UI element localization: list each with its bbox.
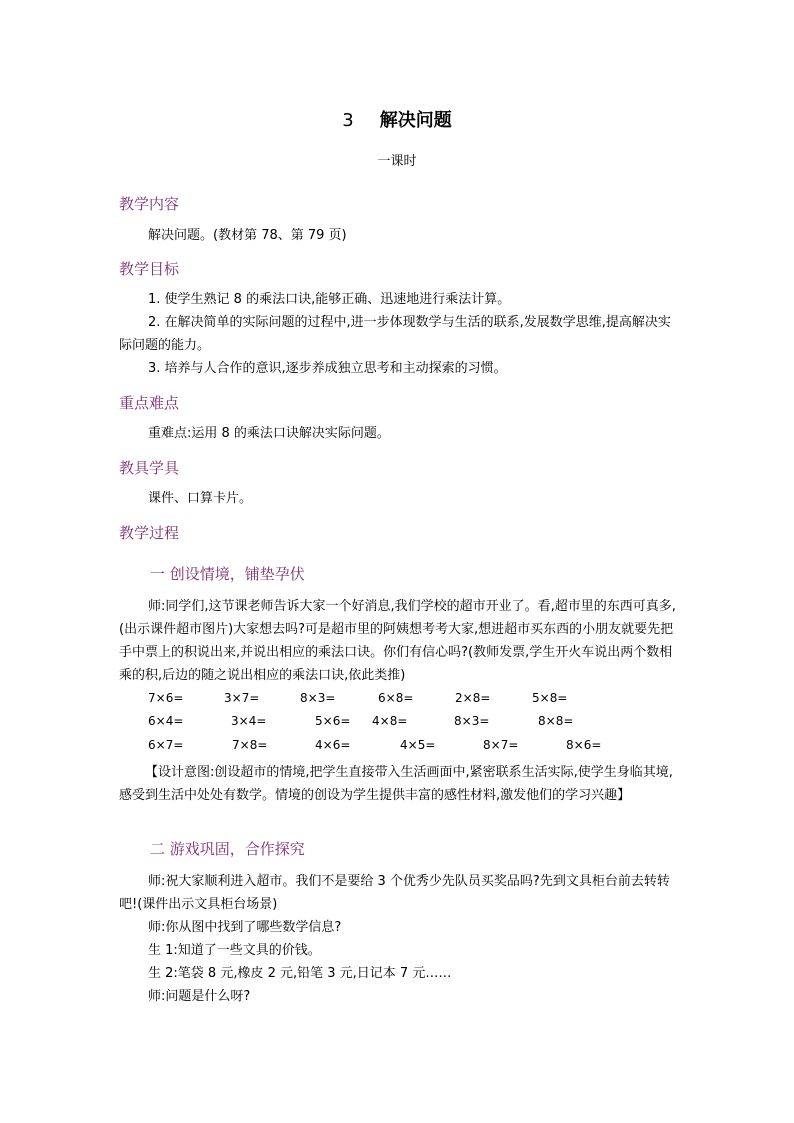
step-2-heading: 二 游戏巩固，合作探究 [150, 840, 305, 858]
exercise-item: 5×6= [315, 714, 351, 728]
exercise-item: 8×3= [300, 691, 336, 705]
exercise-item: 8×3= [454, 714, 490, 728]
step-1-text: 师:同学们,这节课老师告诉大家一个好消息,我们学校的超市开业了。看,超市里的东西可真多,(出示课件超市图片)大家想去吗?可是超市里的阿姨想考考大家,想进超市买东西的小朋友就要先把手中票上的积说出来,并说出相应的乘法口诀。你们有信心吗?(教师发票,学生开火车说出两个数相乘的积,后边的随之说出相应的乘法口诀,依此类推) [119, 599, 676, 683]
exercise-item: 8×8= [538, 714, 574, 728]
exercise-item: 4×8= [372, 714, 408, 728]
dialogue-line: 师:你从图中找到了哪些数学信息? [148, 920, 342, 935]
exercise-item: 8×6= [566, 738, 602, 752]
heading-key-points: 重点难点 [119, 394, 180, 412]
key-points-text: 重难点:运用 8 的乘法口诀解决实际问题。 [148, 426, 390, 441]
exercise-item: 6×7= [148, 738, 184, 752]
heading-teaching-process: 教学过程 [119, 524, 180, 542]
design-intent-note: 【设计意图:创设超市的情境,把学生直接带入生活画面中,紧密联系生活实际,使学生身临其境,感受到生活中处处有数学。情境的创设为学生提供丰富的感性材料,激发他们的学习兴趣】 [119, 765, 673, 803]
step-2-text: 师:祝大家顺利进入超市。我们不是要给 3 个优秀少先队员买奖品吗?先到文具柜台前去转转吧!(课件出示文具柜台场景) [119, 874, 670, 912]
heading-teaching-aids: 教具学具 [119, 459, 180, 477]
exercise-item: 8×7= [483, 738, 519, 752]
lesson-number: 3 [342, 110, 354, 131]
lesson-title [0, 106, 794, 132]
exercise-item: 3×4= [231, 714, 267, 728]
exercise-item: 7×8= [232, 738, 268, 752]
exercise-item: 5×8= [532, 691, 568, 705]
heading-teaching-goals: 教学目标 [119, 260, 180, 278]
step-1-heading: 一 创设情境，铺垫孕伏 [150, 565, 305, 583]
lesson-title-text: 解决问题 [379, 110, 452, 131]
heading-teaching-content: 教学内容 [119, 195, 180, 213]
lesson-subtitle: 一课时 [377, 154, 417, 169]
exercise-item: 4×6= [315, 738, 351, 752]
dialogue-line: 生 2:笔袋 8 元,橡皮 2 元,铅笔 3 元,日记本 7 元…… [148, 966, 452, 981]
exercise-item: 6×4= [148, 714, 184, 728]
goal-1: 1. 使学生熟记 8 的乘法口诀,能够正确、迅速地进行乘法计算。 [148, 292, 511, 307]
exercise-item: 7×6= [148, 691, 184, 705]
teaching-aids-text: 课件、口算卡片。 [148, 491, 253, 506]
dialogue-line: 生 1:知道了一些文具的价钱。 [148, 943, 321, 958]
dialogue-line: 师:问题是什么呀? [148, 989, 251, 1004]
goal-3: 3. 培养与人合作的意识,逐步养成独立思考和主动探索的习惯。 [148, 361, 507, 376]
goal-2: 2. 在解决简单的实际问题的过程中,进一步体现数学与生活的联系,发展数学思维,提高解决实际问题的能力。 [119, 315, 671, 353]
exercise-item: 6×8= [378, 691, 414, 705]
exercise-item: 3×7= [224, 691, 260, 705]
exercise-item: 2×8= [455, 691, 491, 705]
exercise-item: 4×5= [400, 738, 436, 752]
teaching-content-text: 解决问题。(教材第 78、第 79 页) [148, 228, 347, 243]
